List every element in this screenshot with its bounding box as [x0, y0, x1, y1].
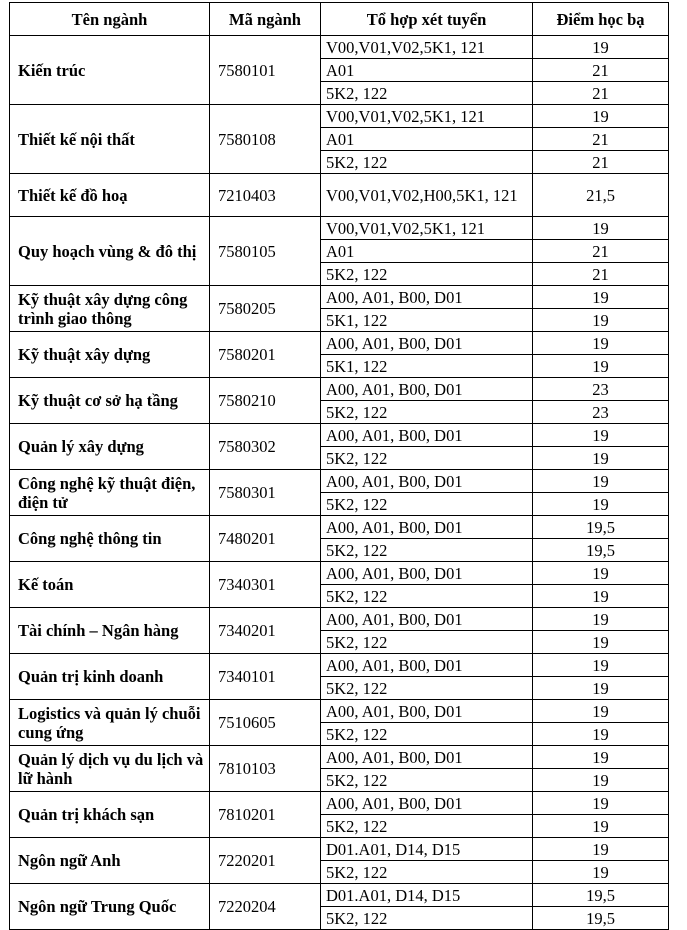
transcript-score-cell: 19	[533, 105, 669, 128]
transcript-score-cell: 19	[533, 470, 669, 493]
transcript-score-cell: 19	[533, 654, 669, 677]
major-name-cell: Thiết kế đồ hoạ	[10, 174, 210, 217]
major-code-cell: 7220201	[210, 838, 321, 884]
admission-score-table	[9, 2, 669, 930]
table-row	[10, 217, 669, 240]
subject-combination-cell: 5K2, 122	[321, 151, 533, 174]
transcript-score-cell: 19	[533, 493, 669, 516]
subject-combination-cell: V00,V01,V02,H00,5K1, 121	[321, 174, 533, 217]
subject-combination-cell: 5K2, 122	[321, 631, 533, 654]
subject-combination-cell: 5K2, 122	[321, 539, 533, 562]
transcript-score-cell: 19	[533, 608, 669, 631]
major-code-cell: 7810103	[210, 746, 321, 792]
major-name-cell: Tài chính – Ngân hàng	[10, 608, 210, 654]
subject-combination-cell: 5K1, 122	[321, 309, 533, 332]
major-name-cell: Ngôn ngữ Anh	[10, 838, 210, 884]
major-name-cell: Quản trị khách sạn	[10, 792, 210, 838]
transcript-score-cell: 21	[533, 240, 669, 263]
major-code-cell: 7480201	[210, 516, 321, 562]
subject-combination-cell: A00, A01, B00, D01	[321, 654, 533, 677]
transcript-score-cell: 19	[533, 838, 669, 861]
major-code-cell: 7580201	[210, 332, 321, 378]
table-row	[10, 838, 669, 861]
table-row	[10, 608, 669, 631]
major-name-cell: Quy hoạch vùng & đô thị	[10, 217, 210, 286]
subject-combination-cell: A01	[321, 128, 533, 151]
transcript-score-cell: 19,5	[533, 884, 669, 907]
subject-combination-cell: A01	[321, 59, 533, 82]
major-code-cell: 7340301	[210, 562, 321, 608]
subject-combination-cell: 5K2, 122	[321, 263, 533, 286]
subject-combination-cell: A00, A01, B00, D01	[321, 332, 533, 355]
transcript-score-cell: 19	[533, 631, 669, 654]
subject-combination-cell: A00, A01, B00, D01	[321, 700, 533, 723]
header-major-name: Tên ngành	[10, 3, 210, 36]
transcript-score-cell: 19,5	[533, 539, 669, 562]
transcript-score-cell: 19	[533, 424, 669, 447]
transcript-score-cell: 19	[533, 286, 669, 309]
table-row	[10, 700, 669, 723]
table-row	[10, 424, 669, 447]
transcript-score-cell: 19	[533, 746, 669, 769]
major-name-cell: Kỹ thuật xây dựng công trình giao thông	[10, 286, 210, 332]
major-name-cell: Quản lý xây dựng	[10, 424, 210, 470]
table-row	[10, 378, 669, 401]
table-row	[10, 516, 669, 539]
transcript-score-cell: 19	[533, 309, 669, 332]
subject-combination-cell: 5K2, 122	[321, 82, 533, 105]
transcript-score-cell: 19	[533, 36, 669, 59]
transcript-score-cell: 19	[533, 861, 669, 884]
subject-combination-cell: 5K2, 122	[321, 677, 533, 700]
major-code-cell: 7580210	[210, 378, 321, 424]
subject-combination-cell: 5K1, 122	[321, 355, 533, 378]
major-name-cell: Quản lý dịch vụ du lịch và lữ hành	[10, 746, 210, 792]
table-row	[10, 792, 669, 815]
table-row	[10, 884, 669, 907]
major-name-cell: Logistics và quản lý chuỗi cung ứng	[10, 700, 210, 746]
transcript-score-cell: 19	[533, 677, 669, 700]
major-name-cell: Kỹ thuật xây dựng	[10, 332, 210, 378]
transcript-score-cell: 19	[533, 562, 669, 585]
major-code-cell: 7580105	[210, 217, 321, 286]
subject-combination-cell: 5K2, 122	[321, 401, 533, 424]
major-code-cell: 7580301	[210, 470, 321, 516]
transcript-score-cell: 21	[533, 151, 669, 174]
major-name-cell: Ngôn ngữ Trung Quốc	[10, 884, 210, 930]
table-row	[10, 470, 669, 493]
subject-combination-cell: A00, A01, B00, D01	[321, 470, 533, 493]
major-code-cell: 7580302	[210, 424, 321, 470]
transcript-score-cell: 19,5	[533, 516, 669, 539]
transcript-score-cell: 19	[533, 217, 669, 240]
major-name-cell: Công nghệ thông tin	[10, 516, 210, 562]
major-code-cell: 7580108	[210, 105, 321, 174]
transcript-score-cell: 19	[533, 355, 669, 378]
major-code-cell: 7210403	[210, 174, 321, 217]
subject-combination-cell: D01.A01, D14, D15	[321, 884, 533, 907]
major-code-cell: 7340101	[210, 654, 321, 700]
subject-combination-cell: 5K2, 122	[321, 815, 533, 838]
major-code-cell: 7220204	[210, 884, 321, 930]
major-code-cell: 7580101	[210, 36, 321, 105]
table-row	[10, 562, 669, 585]
transcript-score-cell: 19	[533, 815, 669, 838]
subject-combination-cell: A00, A01, B00, D01	[321, 424, 533, 447]
major-code-cell: 7340201	[210, 608, 321, 654]
subject-combination-cell: A00, A01, B00, D01	[321, 516, 533, 539]
table-row	[10, 286, 669, 309]
table-row	[10, 36, 669, 59]
table-row	[10, 174, 669, 217]
subject-combination-cell: 5K2, 122	[321, 907, 533, 930]
subject-combination-cell: A00, A01, B00, D01	[321, 746, 533, 769]
transcript-score-cell: 21,5	[533, 174, 669, 217]
table-body	[10, 36, 669, 930]
table-row	[10, 332, 669, 355]
header-transcript-score: Điểm học bạ	[533, 3, 669, 36]
transcript-score-cell: 19,5	[533, 907, 669, 930]
subject-combination-cell: 5K2, 122	[321, 585, 533, 608]
subject-combination-cell: A00, A01, B00, D01	[321, 562, 533, 585]
major-name-cell: Kế toán	[10, 562, 210, 608]
subject-combination-cell: V00,V01,V02,5K1, 121	[321, 36, 533, 59]
transcript-score-cell: 19	[533, 447, 669, 470]
major-code-cell: 7810201	[210, 792, 321, 838]
transcript-score-cell: 21	[533, 128, 669, 151]
major-code-cell: 7510605	[210, 700, 321, 746]
subject-combination-cell: A00, A01, B00, D01	[321, 286, 533, 309]
transcript-score-cell: 23	[533, 401, 669, 424]
subject-combination-cell: A00, A01, B00, D01	[321, 378, 533, 401]
table-header-row	[10, 3, 669, 36]
transcript-score-cell: 19	[533, 723, 669, 746]
transcript-score-cell: 19	[533, 792, 669, 815]
major-name-cell: Kỹ thuật cơ sở hạ tầng	[10, 378, 210, 424]
subject-combination-cell: A00, A01, B00, D01	[321, 608, 533, 631]
major-name-cell: Kiến trúc	[10, 36, 210, 105]
subject-combination-cell: 5K2, 122	[321, 493, 533, 516]
transcript-score-cell: 19	[533, 700, 669, 723]
transcript-score-cell: 21	[533, 59, 669, 82]
subject-combination-cell: 5K2, 122	[321, 723, 533, 746]
subject-combination-cell: 5K2, 122	[321, 769, 533, 792]
major-name-cell: Thiết kế nội thất	[10, 105, 210, 174]
table-row	[10, 105, 669, 128]
transcript-score-cell: 19	[533, 332, 669, 355]
transcript-score-cell: 21	[533, 263, 669, 286]
major-code-cell: 7580205	[210, 286, 321, 332]
header-subject-combination: Tổ hợp xét tuyển	[321, 3, 533, 36]
subject-combination-cell: 5K2, 122	[321, 447, 533, 470]
transcript-score-cell: 21	[533, 82, 669, 105]
subject-combination-cell: 5K2, 122	[321, 861, 533, 884]
transcript-score-cell: 19	[533, 769, 669, 792]
table-row	[10, 746, 669, 769]
major-name-cell: Công nghệ kỹ thuật điện, điện tử	[10, 470, 210, 516]
transcript-score-cell: 23	[533, 378, 669, 401]
table-row	[10, 654, 669, 677]
subject-combination-cell: V00,V01,V02,5K1, 121	[321, 217, 533, 240]
major-name-cell: Quản trị kinh doanh	[10, 654, 210, 700]
subject-combination-cell: D01.A01, D14, D15	[321, 838, 533, 861]
subject-combination-cell: V00,V01,V02,5K1, 121	[321, 105, 533, 128]
subject-combination-cell: A00, A01, B00, D01	[321, 792, 533, 815]
transcript-score-cell: 19	[533, 585, 669, 608]
subject-combination-cell: A01	[321, 240, 533, 263]
header-major-code: Mã ngành	[210, 3, 321, 36]
